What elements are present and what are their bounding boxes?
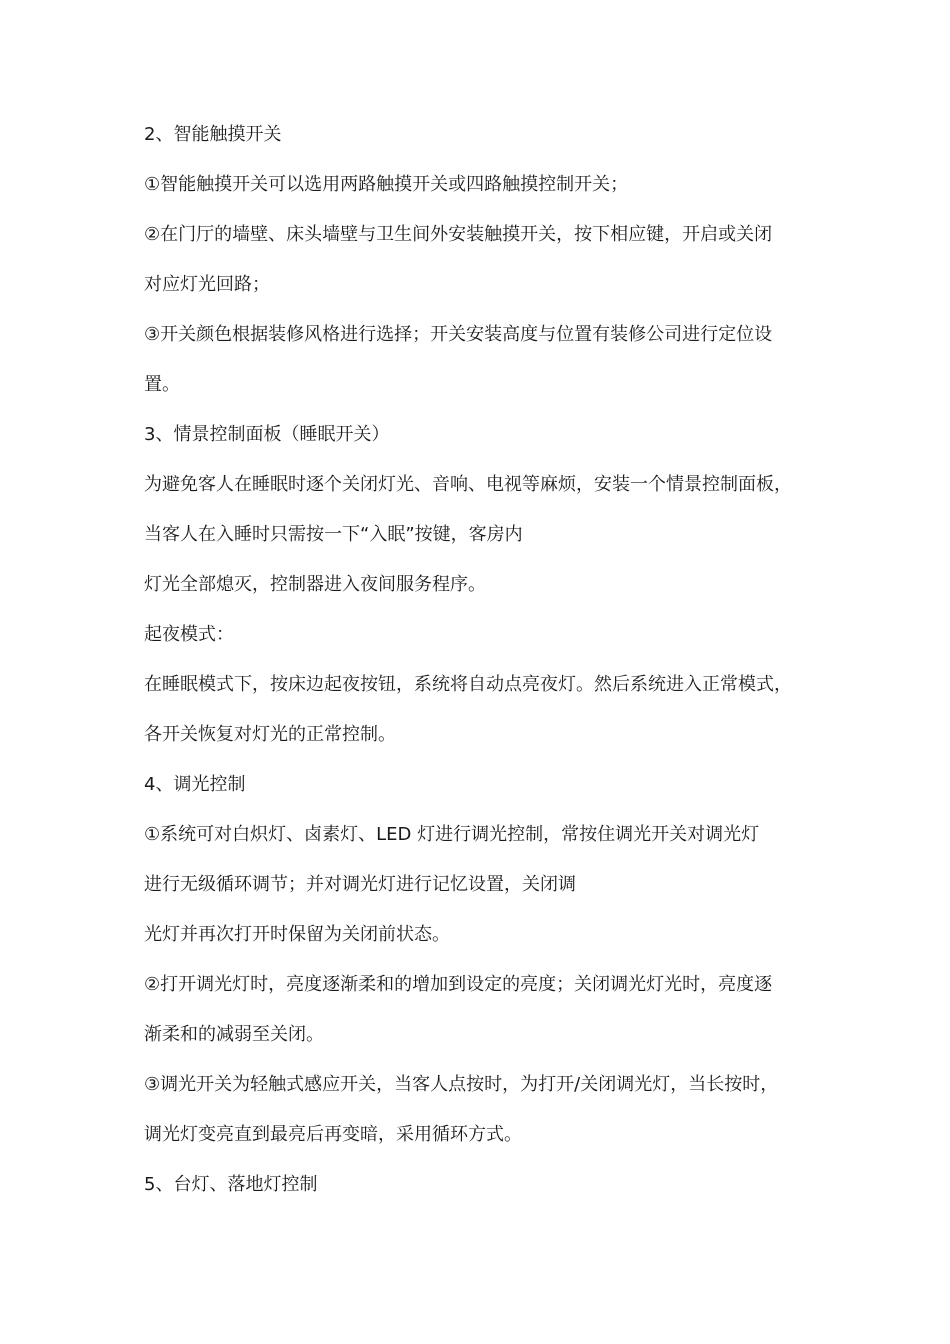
paragraph-line: ③开关颜色根据装修风格进行选择；开关安装高度与位置有装修公司进行定位设 (144, 324, 773, 345)
paragraph-line: 为避免客人在睡眠时逐个关闭灯光、音响、电视等麻烦，安装一个情景控制面板， (144, 474, 792, 495)
paragraph-line: ①智能触摸开关可以选用两路触摸开关或四路触摸控制开关； (144, 174, 629, 195)
paragraph-line: 对应灯光回路； (144, 274, 270, 295)
paragraph-line: 各开关恢复对灯光的正常控制。 (144, 724, 396, 745)
section-heading-lamp-control: 5、台灯、落地灯控制 (144, 1174, 318, 1195)
paragraph-line: ②在门厅的墙壁、床头墙壁与卫生间外安装触摸开关，按下相应键，开启或关闭 (144, 224, 773, 245)
section-heading-dimming: 4、调光控制 (144, 774, 246, 795)
paragraph-line: ①系统可对白炽灯、卤素灯、LED 灯进行调光控制，常按住调光开关对调光灯 (144, 824, 760, 845)
section-heading-touch-switch: 2、智能触摸开关 (144, 124, 282, 145)
subheading-night-mode: 起夜模式： (144, 624, 234, 645)
paragraph-line: 进行无级循环调节；并对调光灯进行记忆设置，关闭调 (144, 874, 576, 895)
paragraph-line: 渐柔和的减弱至关闭。 (144, 1024, 324, 1045)
paragraph-line: 当客人在入睡时只需按一下“入眠”按键，客房内 (144, 524, 523, 545)
paragraph-line: 在睡眠模式下，按床边起夜按钮，系统将自动点亮夜灯。然后系统进入正常模式， (144, 674, 792, 695)
section-heading-scene-panel: 3、情景控制面板（睡眠开关） (144, 424, 390, 445)
paragraph-line: ②打开调光灯时，亮度逐渐柔和的增加到设定的亮度；关闭调光灯光时，亮度逐 (144, 974, 773, 995)
paragraph-line: ③调光开关为轻触式感应开关，当客人点按时，为打开/关闭调光灯，当长按时， (144, 1074, 779, 1095)
paragraph-line: 调光灯变亮直到最亮后再变暗，采用循环方式。 (144, 1124, 522, 1145)
paragraph-line: 灯光全部熄灭，控制器进入夜间服务程序。 (144, 574, 486, 595)
paragraph-line: 光灯并再次打开时保留为关闭前状态。 (144, 924, 450, 945)
paragraph-line: 置。 (144, 374, 180, 395)
